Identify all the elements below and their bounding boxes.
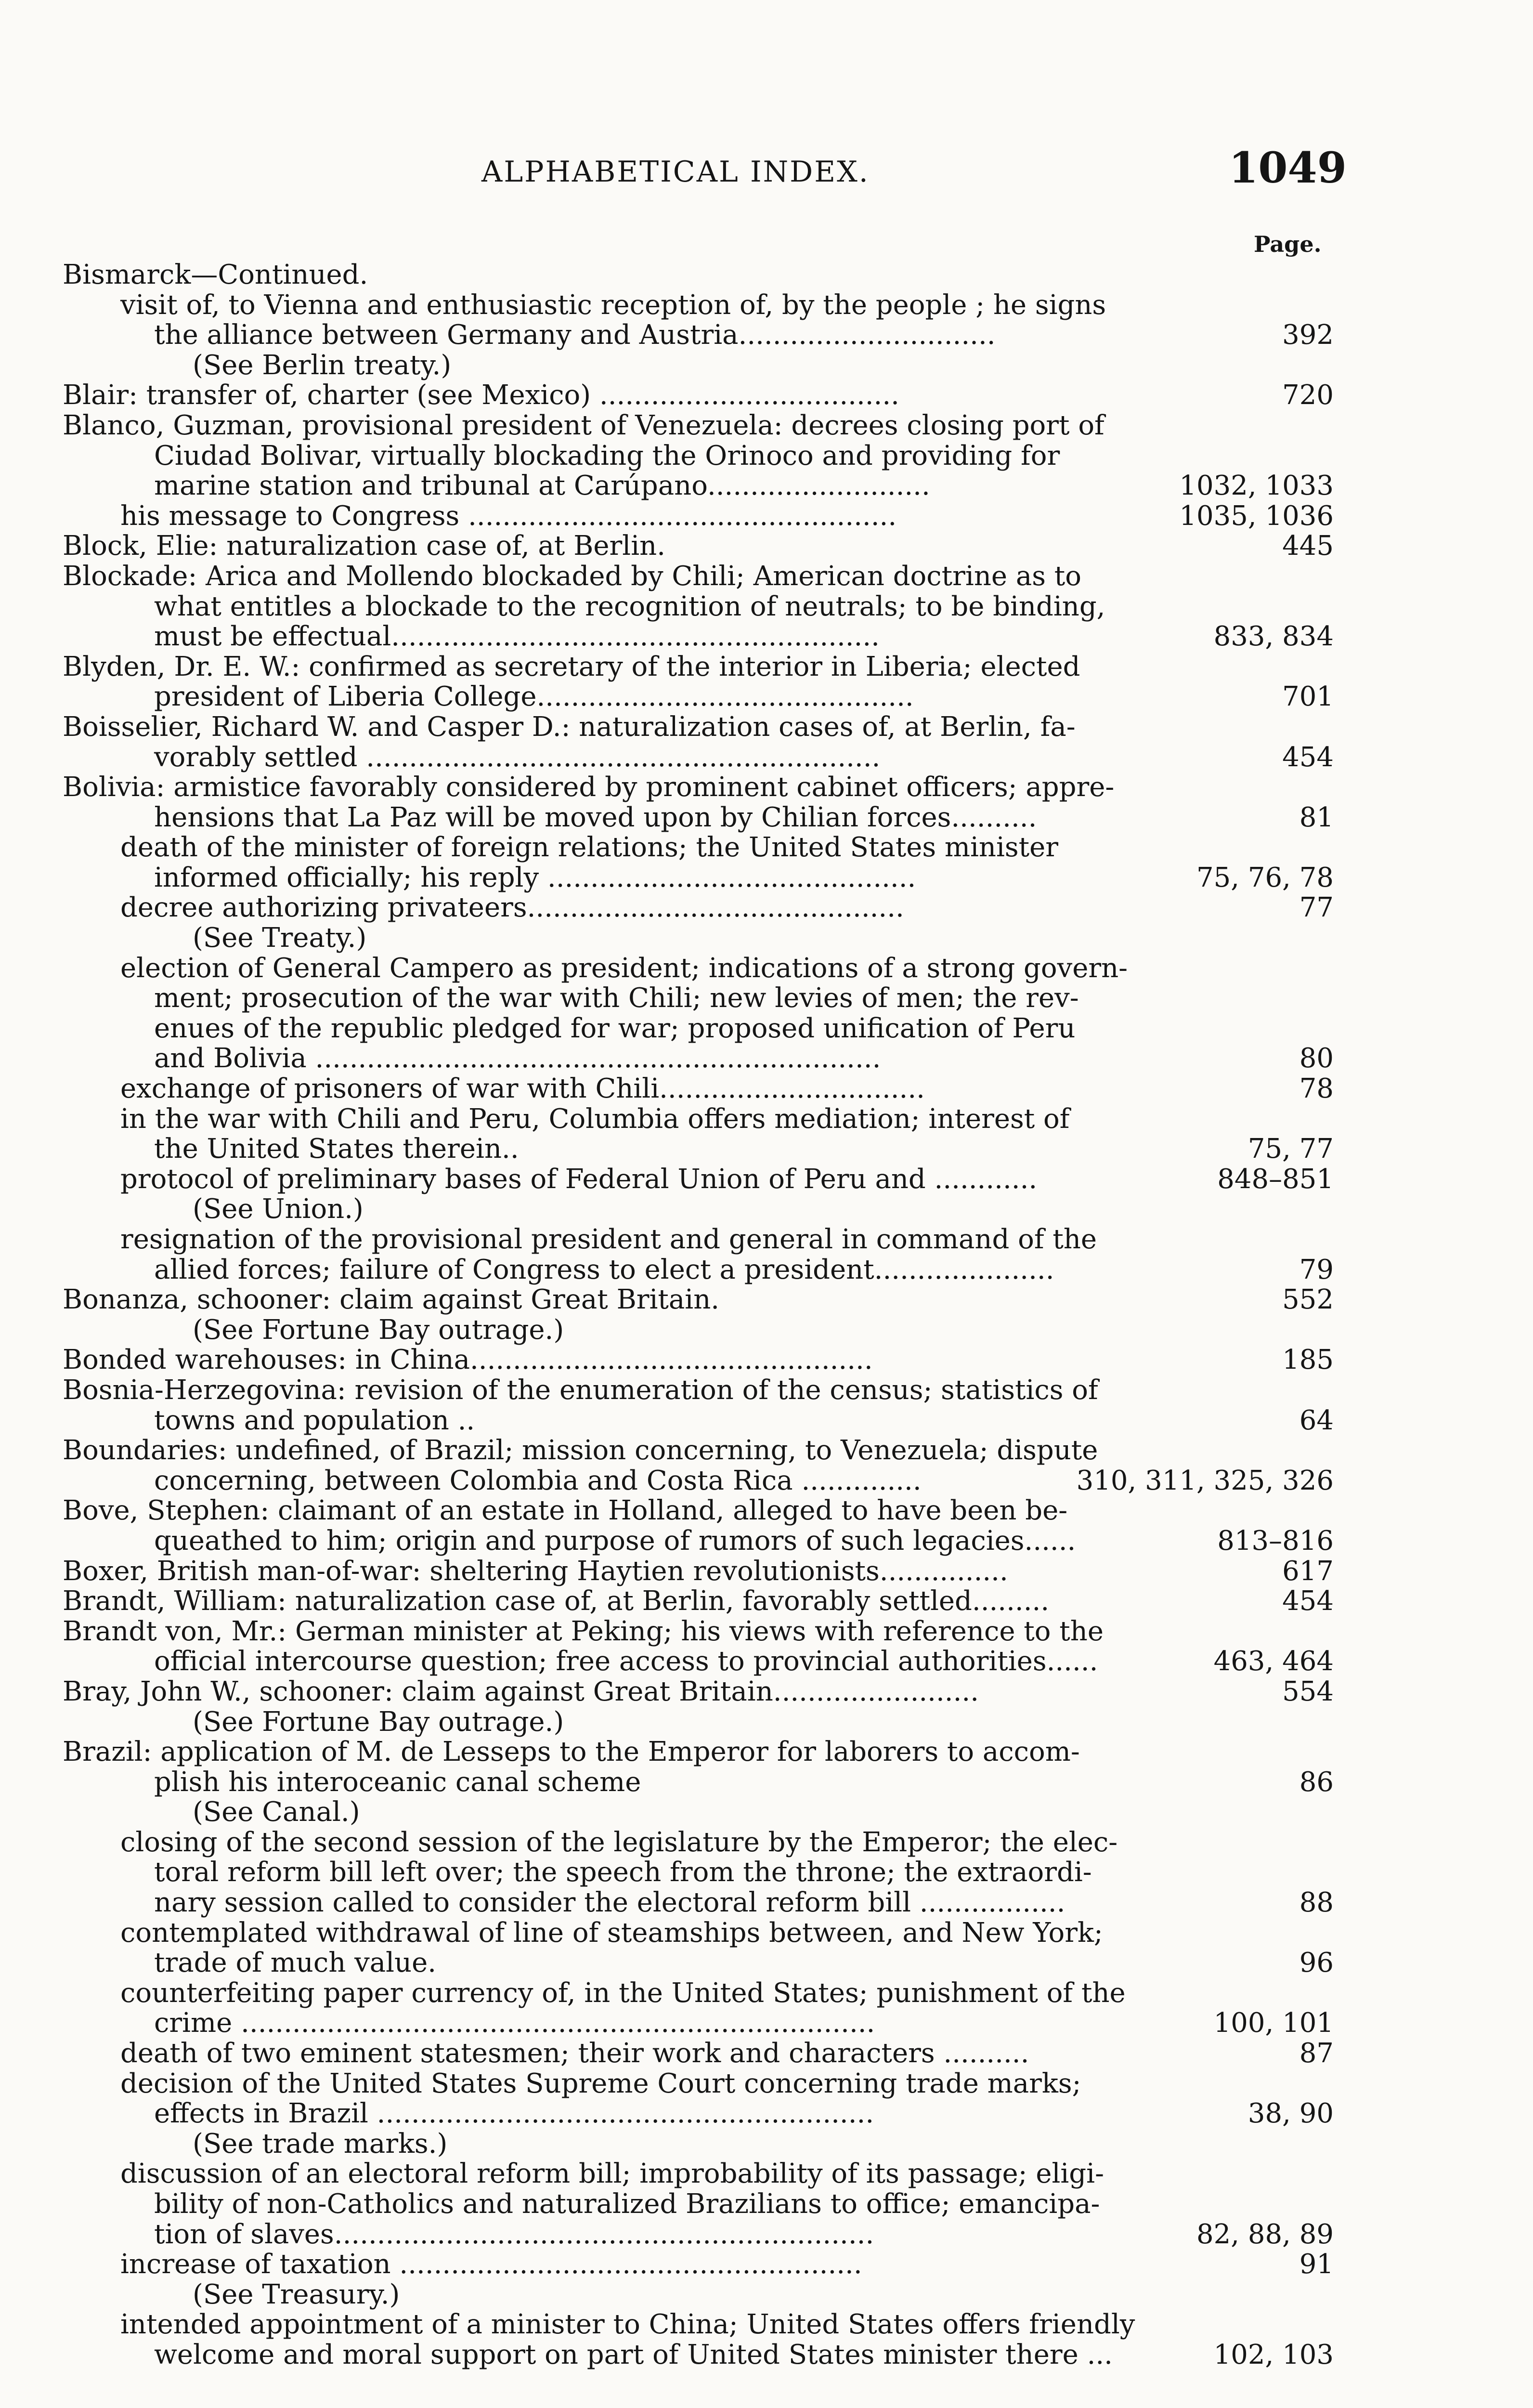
index-line — [63, 2159, 1334, 2189]
index-entry-text: (See Canal.) — [193, 1796, 360, 1828]
index-line — [63, 2189, 1334, 2220]
index-line — [63, 1737, 1334, 1767]
index-entry-page-ref: 463, 464 — [1213, 1646, 1334, 1677]
index-entry-text: protocol of preliminary bases of Federal Union of Peru and ............ — [120, 1163, 1038, 1195]
index-line — [63, 1345, 1334, 1375]
index-entry-text: the United States therein.. — [154, 1133, 519, 1165]
index-line — [63, 2008, 1334, 2039]
index-line — [63, 923, 1334, 954]
index-line — [63, 2340, 1334, 2370]
index-entry-text: Blyden, Dr. E. W.: confirmed as secretary of the interior in Liberia; elected — [63, 651, 1080, 682]
index-line — [63, 1496, 1334, 1526]
index-line — [63, 1255, 1334, 1285]
index-entry-text: counterfeiting paper currency of, in the United States; punishment of the — [120, 1977, 1126, 2009]
index-line — [63, 1315, 1334, 1346]
index-entry-page-ref: 720 — [1282, 380, 1334, 411]
index-entry-page-ref: 81 — [1299, 801, 1334, 833]
index-entry-text: ment; prosecution of the war with Chili; new levies of men; the rev- — [154, 982, 1079, 1014]
index-entry-text: (See trade marks.) — [193, 2128, 448, 2159]
index-entry-text: Blanco, Guzman, provisional president of Venezuela: decrees closing port of — [63, 409, 1104, 441]
index-entry-page-ref: 813–816 — [1217, 1525, 1334, 1557]
index-entry-text: trade of much value. — [154, 1947, 437, 1979]
index-line — [63, 833, 1334, 863]
index-entry-text: closing of the second session of the legislature by the Emperor; the elec- — [120, 1826, 1118, 1858]
index-line — [63, 1165, 1334, 1195]
index-entry-page-ref: 78 — [1299, 1073, 1334, 1105]
index-line — [63, 1888, 1334, 1918]
index-line — [63, 1014, 1334, 1044]
index-entry-text: plish his interoceanic canal scheme — [154, 1766, 641, 1798]
index-line — [63, 1586, 1334, 1617]
index-entry-text: (See Treasury.) — [193, 2278, 400, 2310]
index-entry-text: (See Treaty.) — [193, 922, 367, 954]
index-line — [63, 1797, 1334, 1828]
index-entry-page-ref: 833, 834 — [1213, 621, 1334, 653]
index-entry-page-ref: 88 — [1299, 1887, 1334, 1919]
index-line — [63, 1044, 1334, 1074]
index-line — [63, 1677, 1334, 1707]
index-line — [63, 1767, 1334, 1798]
index-line — [63, 2099, 1334, 2129]
index-line — [63, 2069, 1334, 2099]
index-entry-text: intended appointment of a minister to China; United States offers friendly — [120, 2309, 1135, 2341]
index-line — [63, 863, 1334, 893]
index-line — [63, 1375, 1334, 1406]
index-entry-text: informed officially; his reply ........................................... — [154, 862, 916, 893]
index-entry-page-ref: 445 — [1282, 530, 1334, 562]
index-entry-text: decision of the United States Supreme Court concerning trade marks; — [120, 2068, 1081, 2099]
index-line — [63, 743, 1334, 773]
index-line — [63, 712, 1334, 743]
page-column-label: Page. — [1254, 231, 1322, 257]
index-line — [63, 2250, 1334, 2280]
page-number: 1049 — [1229, 143, 1347, 193]
index-line — [63, 351, 1334, 381]
index-entry-text: Brazil: application of M. de Lesseps to the Emperor for laborers to accom- — [63, 1736, 1080, 1768]
index-line — [63, 1557, 1334, 1587]
index-entry-text: Boxer, British man-of-war: sheltering Haytien revolutionists............... — [63, 1555, 1008, 1587]
index-entry-text: increase of taxation ...................................................... — [120, 2249, 862, 2280]
index-line — [63, 531, 1334, 562]
index-entry-page-ref: 310, 311, 325, 326 — [1076, 1465, 1334, 1496]
index-entry-text: welcome and moral support on part of United States minister there ... — [154, 2339, 1113, 2370]
index-entry-text: queathed to him; origin and purpose of rumors of such legacies...... — [154, 1525, 1076, 1557]
index-line — [63, 1707, 1334, 1738]
index-entry-text: bility of non-Catholics and naturalized Brazilians to office; emancipa- — [154, 2188, 1100, 2220]
index-entry-text: visit of, to Vienna and enthusiastic reception of, by the people ; he signs — [120, 289, 1106, 321]
index-line — [63, 290, 1334, 321]
index-entry-text: discussion of an electoral reform bill; improbability of its passage; eligi- — [120, 2158, 1104, 2190]
index-entry-text: resignation of the provisional president and general in command of the — [120, 1224, 1097, 1255]
index-entry-page-ref: 75, 77 — [1247, 1133, 1334, 1165]
index-entry-text: vorably settled ............................................................ — [154, 741, 881, 773]
index-line — [63, 1285, 1334, 1315]
index-line — [63, 954, 1334, 984]
index-entry-text: Bolivia: armistice favorably considered by prominent cabinet officers; appre- — [63, 772, 1115, 803]
index-entry-page-ref: 38, 90 — [1247, 2098, 1334, 2130]
index-entry-page-ref: 64 — [1299, 1404, 1334, 1436]
index-line — [63, 652, 1334, 682]
index-line — [63, 380, 1334, 411]
index-line — [63, 1406, 1334, 1436]
index-entry-text: enues of the republic pledged for war; proposed unification of Peru — [154, 1012, 1076, 1044]
index-entry-page-ref: 91 — [1299, 2249, 1334, 2280]
index-entry-text: death of the minister of foreign relations; the United States minister — [120, 832, 1059, 864]
index-line — [63, 1194, 1334, 1225]
index-entry-page-ref: 86 — [1299, 1766, 1334, 1798]
index-entry-text: official intercourse question; free access to provincial authorities...... — [154, 1646, 1098, 1677]
index-entry-text: (See Fortune Bay outrage.) — [193, 1706, 564, 1738]
index-entry-text: tion of slaves............................................................... — [154, 2218, 874, 2250]
index-line — [63, 2039, 1334, 2069]
index-entry-text: crime .......................................................................... — [154, 2007, 875, 2039]
index-entry-text: the alliance between Germany and Austria.............................. — [154, 319, 996, 351]
index-line — [63, 320, 1334, 351]
index-entry-page-ref: 392 — [1282, 319, 1334, 351]
index-entry-text: (See Union.) — [193, 1193, 364, 1225]
index-line — [63, 1828, 1334, 1858]
index-line — [63, 1225, 1334, 1255]
index-entry-text: Bonanza, schooner: claim against Great Britain. — [63, 1284, 720, 1316]
index-line — [63, 2280, 1334, 2310]
index-line — [63, 772, 1334, 803]
index-entry-page-ref: 100, 101 — [1213, 2007, 1334, 2039]
index-line — [63, 1134, 1334, 1165]
index-entry-page-ref: 454 — [1282, 741, 1334, 773]
index-entry-text: his message to Congress .................................................. — [120, 500, 897, 532]
index-entry-page-ref: 185 — [1282, 1344, 1334, 1376]
index-entry-text: concerning, between Colombia and Costa Rica .............. — [154, 1465, 922, 1496]
index-entry-text: Brandt, William: naturalization case of, at Berlin, favorably settled......... — [63, 1585, 1050, 1617]
index-entry-text: allied forces; failure of Congress to elect a president..................... — [154, 1254, 1054, 1285]
index-entry-text: and Bolivia .................................................................. — [154, 1043, 881, 1074]
index-line — [63, 260, 1334, 290]
index-entry-page-ref: 552 — [1282, 1284, 1334, 1316]
index-line — [63, 592, 1334, 622]
index-line — [63, 2129, 1334, 2159]
index-line — [63, 1526, 1334, 1557]
index-entry-page-ref: 454 — [1282, 1585, 1334, 1617]
index-line — [63, 1858, 1334, 1888]
index-entry-page-ref: 617 — [1282, 1555, 1334, 1587]
index-entry-text: president of Liberia College............................................ — [154, 681, 914, 713]
index-entry-page-ref: 102, 103 — [1213, 2339, 1334, 2370]
index-entry-text: must be effectual......................................................... — [154, 621, 880, 653]
index-line — [63, 1918, 1334, 1949]
index-line — [63, 2220, 1334, 2250]
index-entry-page-ref: 77 — [1299, 892, 1334, 924]
index-entry-text: towns and population .. — [154, 1404, 475, 1436]
index-entry-text: Bray, John W., schooner: claim against Great Britain........................ — [63, 1675, 979, 1707]
index-entry-page-ref: 80 — [1299, 1043, 1334, 1074]
index-entry-text: (See Fortune Bay outrage.) — [193, 1314, 564, 1346]
index-entry-page-ref: 848–851 — [1217, 1163, 1334, 1195]
index-entry-text: toral reform bill left over; the speech from the throne; the extraordi- — [154, 1857, 1092, 1888]
index-entry-text: marine station and tribunal at Carúpano.......................... — [154, 470, 930, 502]
index-line — [63, 501, 1334, 532]
index-line — [63, 803, 1334, 833]
index-entry-page-ref: 96 — [1299, 1947, 1334, 1979]
index-entry-text: Boisselier, Richard W. and Casper D.: naturalization cases of, at Berlin, fa- — [63, 711, 1076, 743]
index-entry-text: nary session called to consider the electoral reform bill ................. — [154, 1887, 1065, 1919]
index-line — [63, 441, 1334, 471]
index-line — [63, 471, 1334, 501]
index-entry-text: Block, Elie: naturalization case of, at Berlin. — [63, 530, 665, 562]
index-entry-text: Bismarck—Continued. — [63, 259, 368, 290]
index-entry-page-ref: 79 — [1299, 1254, 1334, 1285]
index-line — [63, 1104, 1334, 1135]
index-line — [63, 1978, 1334, 2009]
index-line — [63, 411, 1334, 441]
index-entry-text: Brandt von, Mr.: German minister at Peking; his views with reference to the — [63, 1615, 1104, 1647]
index-entry-page-ref: 82, 88, 89 — [1196, 2218, 1334, 2250]
index-entry-page-ref: 554 — [1282, 1675, 1334, 1707]
index-entry-text: Blockade: Arica and Mollendo blockaded by Chili; American doctrine as to — [63, 560, 1081, 592]
index-entry-text: hensions that La Paz will be moved upon by Chilian forces.......... — [154, 801, 1037, 833]
index-entry-text: decree authorizing privateers............................................ — [120, 892, 904, 924]
index-line — [63, 1466, 1334, 1496]
index-entry-page-ref: 1032, 1033 — [1179, 470, 1334, 502]
index-line — [63, 893, 1334, 923]
index-line — [63, 562, 1334, 592]
index-entry-text: Bosnia-Herzegovina: revision of the enumeration of the census; statistics of — [63, 1374, 1098, 1406]
index-line — [63, 1647, 1334, 1677]
index-line — [63, 622, 1334, 652]
running-head-title: ALPHABETICAL INDEX. — [481, 155, 870, 189]
index-entry-text: in the war with Chili and Peru, Columbia offers mediation; interest of — [120, 1103, 1070, 1135]
index-entry-text: Bove, Stephen: claimant of an estate in Holland, alleged to have been be- — [63, 1495, 1068, 1527]
index-entry-page-ref: 75, 76, 78 — [1196, 862, 1334, 893]
index-entry-text: death of two eminent statesmen; their work and characters .......... — [120, 2038, 1029, 2069]
index-line — [63, 1074, 1334, 1104]
index-entry-page-ref: 701 — [1282, 681, 1334, 713]
index-line — [63, 1617, 1334, 1647]
index-entry-text: Ciudad Bolivar, virtually blockading the Orinoco and providing for — [154, 440, 1060, 471]
index-line — [63, 983, 1334, 1014]
index-entry-text: (See Berlin treaty.) — [193, 349, 452, 381]
index-entry-text: effects in Brazil .......................................................... — [154, 2098, 874, 2130]
index-line — [63, 1948, 1334, 1978]
index-entry-text: Blair: transfer of, charter (see Mexico) ................................... — [63, 380, 899, 411]
index-line — [63, 2310, 1334, 2340]
index-entry-text: what entitles a blockade to the recognition of neutrals; to be binding, — [154, 590, 1105, 622]
index-entry-page-ref: 87 — [1299, 2038, 1334, 2069]
index-entry-page-ref: 1035, 1036 — [1179, 500, 1334, 532]
index-line — [63, 1436, 1334, 1466]
index-entry-text: Boundaries: undefined, of Brazil; mission concerning, to Venezuela; dispute — [63, 1435, 1098, 1466]
index-entry-text: contemplated withdrawal of line of steamships between, and New York; — [120, 1917, 1103, 1949]
index-line — [63, 682, 1334, 712]
index-entries — [63, 260, 1334, 2370]
index-entry-text: exchange of prisoners of war with Chili............................... — [120, 1073, 925, 1105]
index-entry-text: Bonded warehouses: in China............................................... — [63, 1344, 873, 1376]
index-entry-text: election of General Campero as president; indications of a strong govern- — [120, 952, 1128, 984]
